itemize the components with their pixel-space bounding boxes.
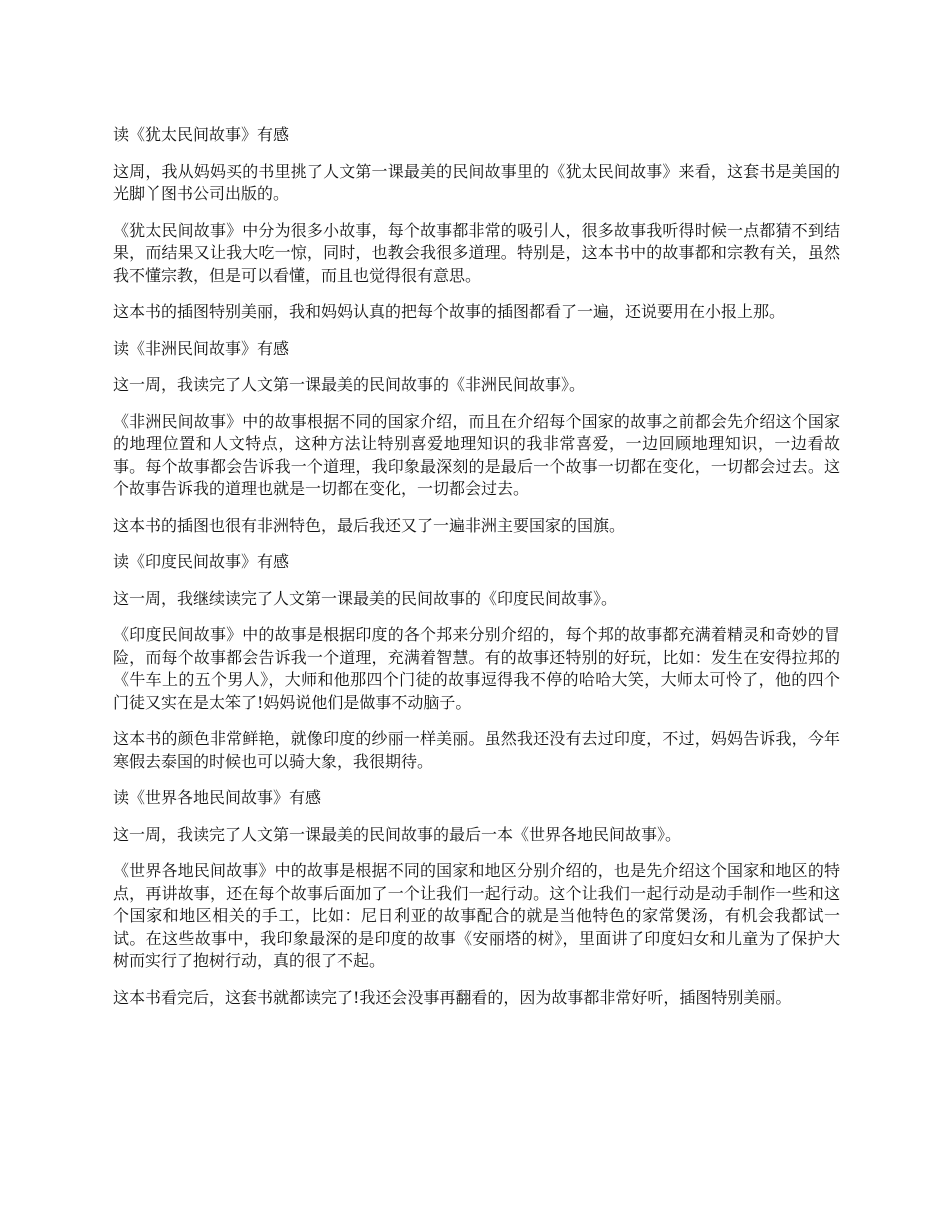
paragraph: 这周，我从妈妈买的书里挑了人文第一课最美的民间故事里的《犹太民间故事》来看，这套书是美国的光脚丫图书公司出版的。 [113,161,840,203]
document-body [113,124,840,1023]
paragraph: 这本书的颜色非常鲜艳，就像印度的纱丽一样美丽。虽然我还没有去过印度，不过，妈妈告诉我，今年寒假去泰国的时候也可以骑大象，我很期待。 [113,729,840,771]
paragraph: 《非洲民间故事》中的故事根据不同的国家介绍，而且在介绍每个国家的故事之前都会先介绍这个国家的地理位置和人文特点，这种方法让特别喜爱地理知识的我非常喜爱，一边回顾地理知识，一边看故事。每个故事都会告诉我一个道理，我印象最深刻的是最后一个故事一切都在变化，一切都会过去。这个故事告诉我的道理也就是一切都在变化，一切都会过去。 [113,411,840,498]
section-title-jewish: 读《犹太民间故事》有感 [113,125,290,144]
paragraph: 这本书的插图特别美丽，我和妈妈认真的把每个故事的插图都看了一遍，还说要用在小报上那。 [113,302,786,321]
paragraph: 这一周，我读完了人文第一课最美的民间故事的最后一本《世界各地民间故事》。 [113,824,682,844]
section-title-indian: 读《印度民间故事》有感 [113,552,290,571]
paragraph: 《世界各地民间故事》中的故事是根据不同的国家和地区分别介绍的，也是先介绍这个国家和地区的特点，再讲故事，还在每个故事后面加了一个让我们一起行动。这个让我们一起行动是动手制作一些和这个国家和地区相关的手工，比如：尼日利亚的故事配合的就是当他特色的家常煲汤，有机会我都试一试。在这些故事中，我印象最深的是印度的故事《安丽塔的树》，里面讲了印度妇女和儿童为了保护大树而实行了抱树行动，真的很了不起。 [113,861,840,970]
section-title-african: 读《非洲民间故事》有感 [113,338,290,358]
paragraph: 《印度民间故事》中的故事是根据印度的各个邦来分别介绍的，每个邦的故事都充满着精灵和奇妙的冒险，而每个故事都会告诉我一个道理，充满着智慧。有的故事还特别的好玩，比如：发生在安得拉邦的《牛车上的五个男人》，大师和他那四个门徒的故事逗得我不停的哈哈大笑，大师太可怜了，他的四个门徒又实在是太笨了!妈妈说他们是做事不动脑子。 [113,625,840,712]
paragraph: 《犹太民间故事》中分为很多小故事，每个故事都非常的吸引人，很多故事我听得时候一点都猜不到结果，而结果又让我大吃一惊，同时，也教会我很多道理。特别是，这本书中的故事都和宗教有关，虽然我不懂宗教，但是可以看懂，而且也觉得很有意思。 [113,220,840,285]
paragraph: 这本书看完后，这套书就都读完了!我还会没事再翻看的，因为故事都非常好听，插图特别美丽。 [113,987,792,1007]
paragraph: 这一周，我继续读完了人文第一课最美的民间故事的《印度民间故事》。 [113,588,618,608]
section-title-world: 读《世界各地民间故事》有感 [113,788,322,807]
paragraph: 这一周，我读完了人文第一课最美的民间故事的《非洲民间故事》。 [113,375,586,394]
paragraph: 这本书的插图也很有非洲特色，最后我还又了一遍非洲主要国家的国旗。 [113,515,626,535]
